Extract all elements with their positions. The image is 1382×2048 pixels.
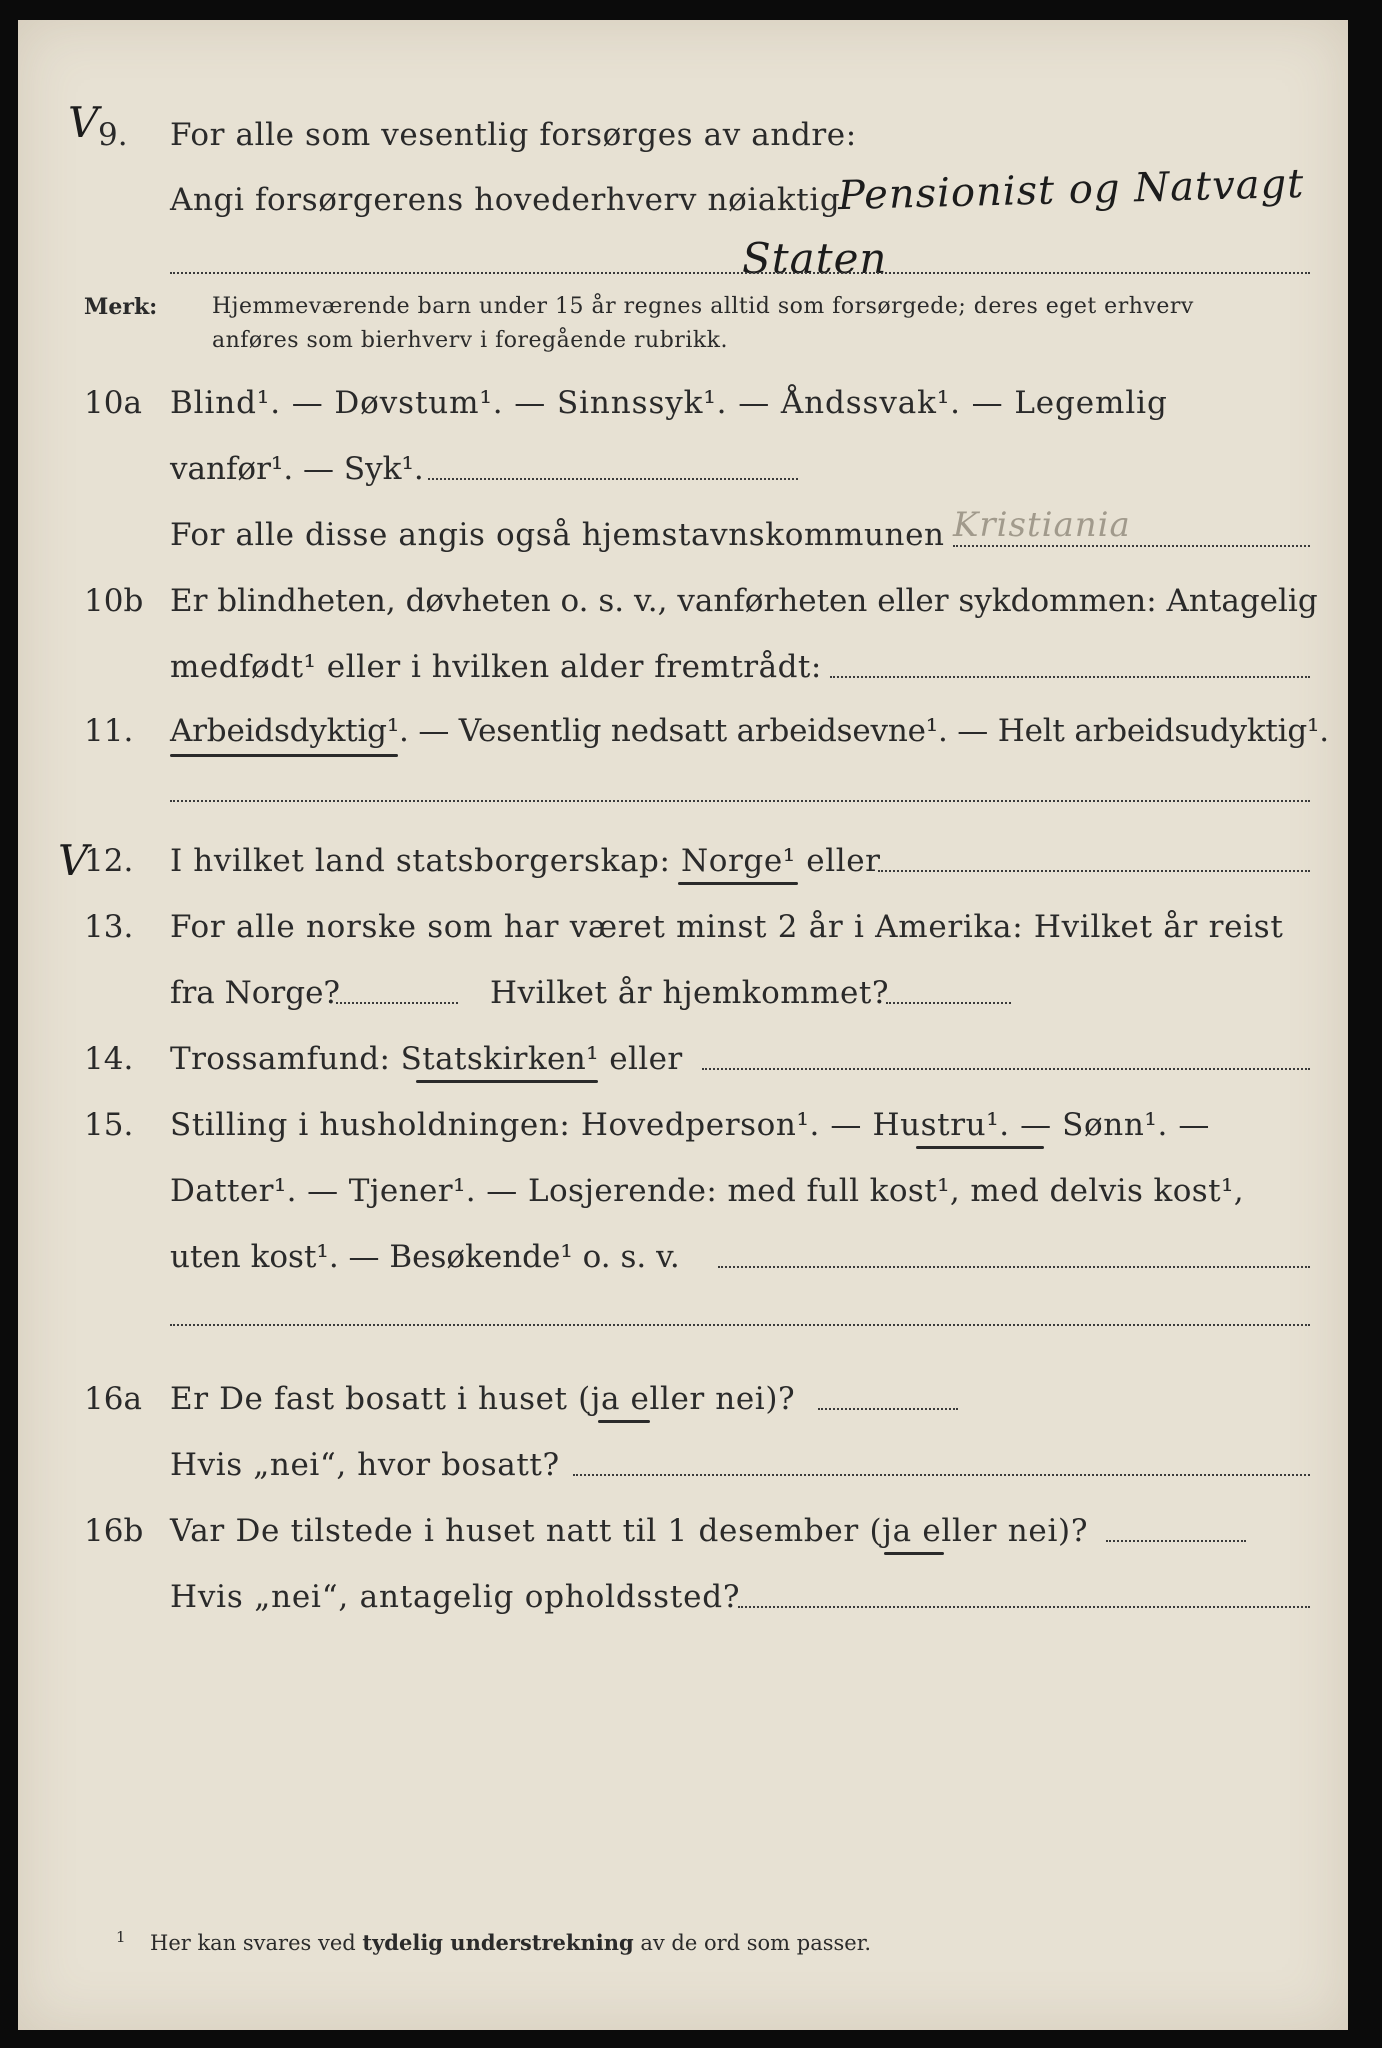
handwritten-answer-9-line-2: Staten (742, 234, 888, 283)
footnote-mark: 1 (116, 1928, 126, 1946)
underline-arbeidsdyktig (170, 754, 398, 757)
answer-line-11 (170, 800, 1310, 802)
answer-line-15-1 (718, 1266, 1310, 1268)
note-label: Merk: (84, 294, 158, 320)
question-11-line-1: Arbeidsdyktig¹. — Vesentlig nedsatt arbeidsevne¹. — Helt arbeidsudyktig¹. (170, 713, 1329, 749)
footnote (150, 1930, 871, 1955)
question-12-line-1: I hvilket land statsborgerskap: Norge¹ eller (170, 843, 881, 879)
question-9-line-1: For alle som vesentlig forsørges av andre: (170, 117, 857, 153)
question-number-16a: 16a (84, 1381, 142, 1417)
footnote-text-part-1: Her kan svares ved (150, 1931, 356, 1955)
answer-line-16a-2 (573, 1474, 1310, 1476)
checkmark-12: V (58, 836, 89, 885)
question-number-10b: 10b (84, 583, 144, 619)
question-15-line-2: Datter¹. — Tjener¹. — Losjerende: med full kost¹, med delvis kost¹, (170, 1173, 1245, 1209)
question-16a-line-1: Er De fast bosatt i huset (ja eller nei)? (170, 1381, 796, 1417)
answer-line-13-year-returned (886, 1002, 1011, 1004)
question-10a-line-2: vanfør¹. — Syk¹. (170, 451, 424, 487)
question-number-16b: 16b (84, 1513, 144, 1549)
question-16b-line-2: Hvis „nei“, antagelig opholdssted? (170, 1579, 741, 1615)
answer-line-12 (878, 870, 1310, 872)
footnote-text-part-2: av de ord som passer. (640, 1931, 872, 1955)
note-line-1: Hjemmeværende barn under 15 år regnes alltid som forsørgede; deres eget erhverv (212, 294, 1194, 319)
question-number-9: 9. (98, 117, 128, 153)
answer-line-10a-2 (953, 545, 1310, 547)
question-9-line-2: Angi forsørgerens hovederhverv nøiaktig (170, 182, 841, 218)
footnote-text-emphasis: tydelig understrekning (362, 1930, 634, 1955)
question-10b-line-1: Er blindheten, døvheten o. s. v., vanførheten eller sykdommen: Antagelig (170, 583, 1318, 619)
question-14-line-1: Trossamfund: Statskirken¹ eller (170, 1041, 683, 1077)
question-number-11: 11. (84, 713, 134, 749)
checkmark-9: V (68, 98, 99, 147)
underline-statskirken (416, 1080, 598, 1083)
underline-ja-16a (598, 1420, 650, 1423)
question-number-13: 13. (84, 909, 134, 945)
question-10b-line-2: medfødt¹ eller i hvilken alder fremtrådt: (170, 649, 822, 685)
question-number-15: 15. (84, 1107, 134, 1143)
answer-line-15-2 (170, 1324, 1310, 1326)
answer-line-10b (830, 676, 1310, 678)
question-13-line-1: For alle norske som har været minst 2 år i Amerika: Hvilket år reist (170, 909, 1284, 945)
answer-line-14 (702, 1068, 1310, 1070)
answer-line-13-year-left (336, 1002, 458, 1004)
answer-line-16a-1 (818, 1408, 958, 1410)
handwritten-answer-9-line-1: Pensionist og Natvagt (837, 160, 1305, 220)
underline-ja-16b (884, 1552, 944, 1555)
question-16a-line-2: Hvis „nei“, hvor bosatt? (170, 1447, 560, 1483)
question-number-14: 14. (84, 1041, 134, 1077)
question-10a-line-3: For alle disse angis også hjemstavnskommunen (170, 517, 945, 553)
question-13-line-2-part-2: Hvilket år hjemkommet? (490, 975, 889, 1011)
question-15-line-1: Stilling i husholdningen: Hovedperson¹. — Hustru¹. — Sønn¹. — (170, 1107, 1210, 1143)
answer-line-16b-2 (738, 1606, 1310, 1608)
answer-line-10a-1 (428, 478, 798, 480)
note-line-2: anføres som bierhverv i foregående rubrikk. (212, 328, 729, 353)
question-16b-line-1: Var De tilstede i huset natt til 1 desember (ja eller nei)? (170, 1513, 1089, 1549)
answer-line-9 (170, 272, 1310, 274)
handwritten-answer-10a: Kristiania (953, 505, 1131, 545)
underline-norge (678, 882, 798, 885)
question-number-12: 12. (84, 843, 134, 879)
question-number-10a: 10a (84, 385, 142, 421)
census-form-page (18, 20, 1348, 2030)
underline-hustru (916, 1146, 1044, 1149)
answer-line-16b-1 (1106, 1540, 1246, 1542)
question-13-line-2-part-1: fra Norge? (170, 975, 341, 1011)
question-10a-line-1: Blind¹. — Døvstum¹. — Sinnssyk¹. — Åndssvak¹. — Legemlig (170, 385, 1168, 421)
question-15-line-3: uten kost¹. — Besøkende¹ o. s. v. (170, 1239, 680, 1275)
